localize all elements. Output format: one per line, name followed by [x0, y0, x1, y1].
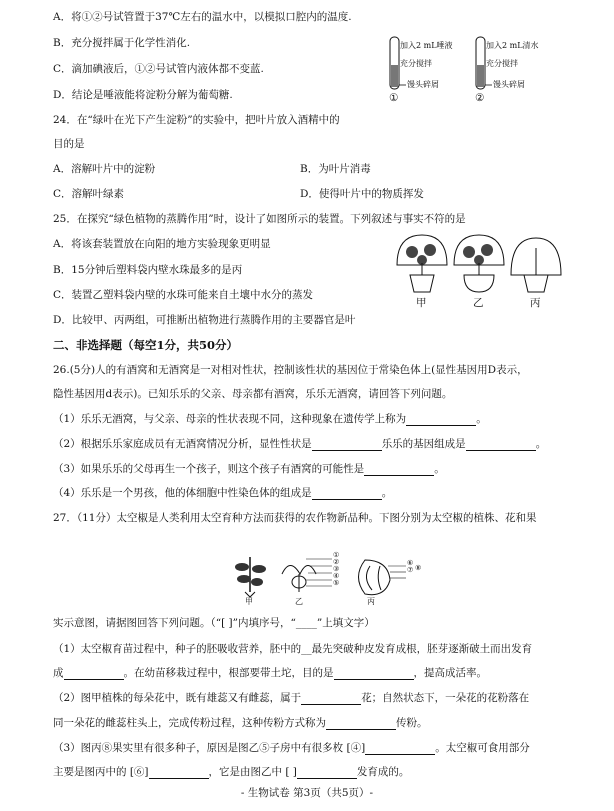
q25-option-c: C．装置乙塑料袋内壁的水珠可能来自土壤中水分的蒸发 — [53, 289, 314, 301]
tube1-bottom-label: 馒头碎屑 — [407, 80, 439, 89]
fig-label-yi: 乙 — [295, 597, 303, 606]
q27-sub1-text-b: 。在幼苗移栽过程中，根部要带土坨，目的是 — [123, 667, 334, 679]
tube1-top-label: 加入2 mL唾液 — [400, 41, 453, 50]
q26-sub2-text-a: （2）根据乐乐家庭成员有无酒窝情况分析，显性性状是 — [53, 438, 312, 450]
q23-option-c: C．滴加碘液后，①②号试管内液体都不变蓝. — [53, 63, 264, 75]
q27-sub3-text-a: （3）图丙⑧果实里有很多种子，原因是图乙⑤子房中有很多枚 [④] — [53, 742, 366, 754]
q24-option-c: C．溶解叶绿素 — [53, 188, 125, 200]
q23-option-d: D．结论是唾液能将淀粉分解为葡萄糖. — [53, 89, 233, 101]
flower-num-3: ③ — [333, 565, 340, 573]
q25-option-a: A．将该套装置放在向阳的地方实验现象更明显 — [53, 238, 271, 250]
q27-sub1-line1: （1）太空椒育苗过程中，种子的胚吸收营养，胚中的__最先突破种皮发育成根，胚芽逐渐破土而出发育 — [53, 643, 533, 655]
section-header: 二、非选择题（每空1分，共50分） — [53, 338, 239, 352]
q24-option-b: B．为叶片消毒 — [300, 163, 371, 175]
flower-num-2: ② — [333, 558, 340, 566]
page-footer: - 生物试卷 第3页（共5页）- — [240, 787, 374, 799]
tube1-number: ① — [389, 92, 399, 104]
fruit-num-7: ⑦ — [407, 566, 414, 574]
q26-sub2 — [53, 437, 546, 451]
answer-blank[interactable] — [406, 415, 476, 426]
q27-sub2-line1 — [53, 691, 529, 705]
answer-blank[interactable] — [301, 694, 361, 705]
fruit-num-8: ⑧ — [415, 564, 422, 572]
label-yi: 乙 — [473, 297, 484, 309]
tube1-mid-label: 充分搅拌 — [400, 59, 432, 68]
fruit-num-6: ⑥ — [407, 559, 414, 567]
tube2-mid-label: 充分搅拌 — [486, 59, 518, 68]
q26-sub3-text: （3）如果乐乐的父母再生一个孩子，则这个孩子有酒窝的可能性是 — [53, 463, 365, 475]
tube2-number: ② — [475, 92, 485, 104]
q23-option-a: A．将①②号试管置于37℃左右的温水中，以模拟口腔内的温度. — [53, 11, 352, 23]
plant-bag-diagram — [392, 230, 572, 298]
q26-stem-line2: 隐性基因用d表示)。已知乐乐的父亲、母亲都有酒窝，乐乐无酒窝，请回答下列问题。 — [53, 388, 453, 400]
q24-stem-line2: 目的是 — [53, 138, 85, 150]
q25-option-d: D．比较甲、丙两组，可推断出植物进行蒸腾作用的主要器官是叶 — [53, 314, 356, 326]
answer-blank[interactable] — [365, 744, 435, 755]
answer-blank[interactable] — [312, 440, 382, 451]
q27-sub1-text-c: ，提高成活率。 — [413, 667, 487, 679]
q27-sub3-line1 — [53, 741, 530, 755]
tube2-bottom-label: 馒头碎屑 — [493, 80, 525, 89]
q23-option-b: B．充分搅拌属于化学性消化. — [53, 37, 191, 49]
q24-option-d: D．使得叶片中的物质挥发 — [300, 188, 424, 200]
flower-num-1: ① — [333, 551, 340, 559]
q26-sub2-end: 。 — [535, 438, 547, 450]
q27-sub1-line2 — [53, 666, 487, 680]
answer-blank[interactable] — [466, 440, 536, 451]
q25-stem: 25．在探究“绿色植物的蒸腾作用”时，设计了如图所示的装置。下列叙述与事实不符的是 — [53, 213, 466, 225]
q25-option-b: B．15分钟后塑料袋内壁水珠最多的是丙 — [53, 264, 243, 276]
answer-blank[interactable] — [64, 669, 124, 680]
q27-sub2-text-b: 花；自然状态下，一朵花的花粉落在 — [361, 692, 530, 704]
q27-sub2-text-d: 传粉。 — [396, 717, 428, 729]
q26-sub4-text: （4）乐乐是一个男孩，他的体细胞中性染色体的组成是 — [53, 487, 312, 499]
q24-stem-line1: 24．在“绿叶在光下产生淀粉”的实验中，把叶片放入酒精中的 — [53, 114, 340, 126]
q26-stem-line1: 26.(5分)人的有酒窝和无酒窝是一对相对性状，控制该性状的基因位于常染色体上(显性基因用D表示， — [53, 364, 528, 376]
q27-sub3-text-d: ，它是由图乙中 [ ] — [208, 766, 297, 778]
q27-sub3-text-c: 主要是图丙中的 [⑥] — [53, 766, 149, 778]
fig-label-jia: 甲 — [245, 597, 253, 606]
q27-sub3-text-e: 发育成的。 — [356, 766, 410, 778]
q27-stem: 27．（11分）太空椒是人类利用太空育种方法而获得的农作物新品种。下图分别为太空椒的植株、花和果 — [53, 512, 537, 524]
answer-blank[interactable] — [149, 768, 209, 779]
pepper-figure — [230, 552, 440, 610]
q27-sub2-text-a: （2）图甲植株的每朵花中，既有雄蕊又有雌蕊，属于 — [53, 692, 302, 704]
answer-blank[interactable] — [312, 489, 382, 500]
q27-sub1-text-a: 成 — [53, 667, 64, 679]
tube2-top-label: 加入2 mL清水 — [486, 41, 539, 50]
flower-num-4: ④ — [333, 572, 340, 580]
q26-sub1-end: 。 — [476, 413, 487, 425]
q26-sub4 — [53, 486, 392, 500]
q24-option-a: A．溶解叶片中的淀粉 — [53, 163, 156, 175]
q26-sub2-text-b: 乐乐的基因组成是 — [381, 438, 466, 450]
q26-sub4-end: 。 — [381, 487, 393, 499]
q27-sub3-line2 — [53, 765, 409, 779]
q26-sub3 — [53, 462, 445, 476]
test-tube-figure — [380, 35, 555, 105]
answer-blank[interactable] — [326, 719, 396, 730]
q27-sub2-text-c: 同一朵花的雌蕊柱头上，完成传粉过程，这种传粉方式称为 — [53, 717, 326, 729]
answer-blank[interactable] — [334, 669, 414, 680]
q27-sub3-text-b: 。太空椒可食用部分 — [435, 742, 530, 754]
fig-label-bing: 丙 — [367, 597, 375, 606]
q27-intro: 实示意图，请据图回答下列问题。（“[ ]”内填序号，“____”上填文字） — [53, 617, 375, 629]
flower-num-5: ⑤ — [333, 579, 340, 587]
q26-sub3-end: 。 — [434, 463, 445, 475]
transpiration-figure — [392, 230, 572, 310]
q27-sub2-line2 — [53, 716, 428, 730]
answer-blank[interactable] — [297, 768, 357, 779]
q26-sub1 — [53, 412, 487, 426]
label-bing: 丙 — [530, 297, 541, 309]
label-jia: 甲 — [416, 297, 427, 309]
answer-blank[interactable] — [364, 465, 434, 476]
q26-sub1-text: （1）乐乐无酒窝，与父亲、母亲的性状表现不同，这种现象在遗传学上称为 — [53, 413, 407, 425]
